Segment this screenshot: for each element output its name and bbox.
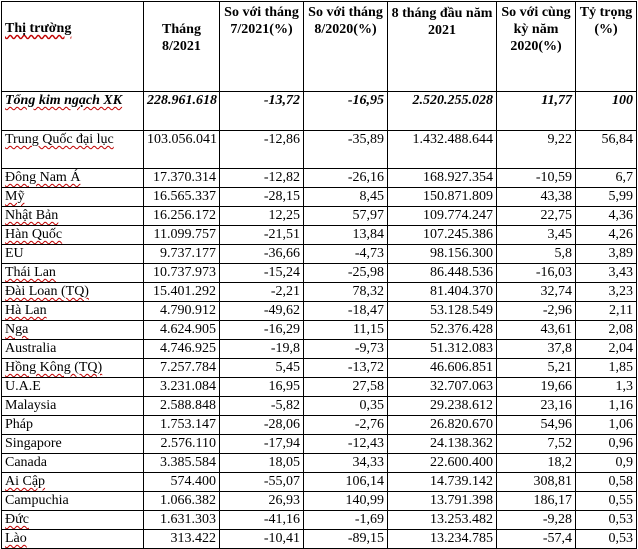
cell-month: 1.631.303 — [144, 511, 220, 530]
table-row — [2, 530, 637, 549]
header-eight-months: 8 tháng đầu năm 2021 — [388, 2, 497, 92]
market-name: Pháp — [5, 417, 33, 432]
cell-share: 5,99 — [576, 188, 637, 207]
table-row — [2, 264, 637, 283]
cell-vs-prev-month: -19,8 — [220, 340, 304, 359]
market-name: Singapore — [5, 436, 62, 451]
cell-vs-same-period: 23,16 — [497, 397, 576, 416]
cell-month: 1.753.147 — [144, 416, 220, 435]
total-month: 228.961.618 — [144, 92, 220, 131]
table-row — [2, 283, 637, 302]
cell-eight-months: 53.128.549 — [388, 302, 497, 321]
cell-vs-prev-month: -36,66 — [220, 245, 304, 264]
cell-vs-prev-month: -10,41 — [220, 530, 304, 549]
cell-vs-prev-month: 12,25 — [220, 207, 304, 226]
cell-vs-same-month: -89,15 — [304, 530, 388, 549]
market-name: Đài Loan (TQ) — [5, 284, 89, 299]
cell-month: 1.066.382 — [144, 492, 220, 511]
cell-vs-prev-month: 18,05 — [220, 454, 304, 473]
cell-vs-same-month: -26,16 — [304, 169, 388, 188]
cell-share: 3,89 — [576, 245, 637, 264]
cell-vs-same-month: -4,73 — [304, 245, 388, 264]
table-row — [2, 245, 637, 264]
market-name: Campuchia — [5, 493, 69, 508]
cell-vs-same-period: 308,81 — [497, 473, 576, 492]
table-row — [2, 340, 637, 359]
market-name: Ai Cập — [5, 474, 46, 489]
header-month: Tháng 8/2021 — [144, 2, 220, 92]
cell-vs-same-period: -16,03 — [497, 264, 576, 283]
cell-eight-months: 1.432.488.644 — [388, 131, 497, 169]
cell-eight-months: 98.156.300 — [388, 245, 497, 264]
cell-eight-months: 26.820.670 — [388, 416, 497, 435]
header-vs-same-period: So với cùng kỳ năm 2020(%) — [497, 2, 576, 92]
table-row — [2, 397, 637, 416]
cell-vs-prev-month: 16,95 — [220, 378, 304, 397]
cell-vs-same-month: -18,47 — [304, 302, 388, 321]
total-row — [2, 92, 637, 131]
cell-month: 16.565.337 — [144, 188, 220, 207]
header-share: Tỷ trọng (%) — [576, 2, 637, 92]
table-row — [2, 226, 637, 245]
market-name: Thái Lan — [5, 265, 56, 280]
cell-vs-same-period: -10,59 — [497, 169, 576, 188]
market-name: U.A.E — [5, 379, 41, 394]
cell-vs-prev-month: -49,62 — [220, 302, 304, 321]
cell-eight-months: 150.871.809 — [388, 188, 497, 207]
cell-month: 15.401.292 — [144, 283, 220, 302]
cell-eight-months: 81.404.370 — [388, 283, 497, 302]
cell-vs-prev-month: -2,21 — [220, 283, 304, 302]
market-name: Đông Nam Á — [5, 170, 81, 185]
cell-eight-months: 32.707.063 — [388, 378, 497, 397]
cell-month: 9.737.177 — [144, 245, 220, 264]
table-row — [2, 188, 637, 207]
cell-vs-prev-month: -15,24 — [220, 264, 304, 283]
cell-share: 0,55 — [576, 492, 637, 511]
cell-month: 10.737.973 — [144, 264, 220, 283]
market-name: Canada — [5, 455, 47, 470]
cell-share: 0,53 — [576, 530, 637, 549]
cell-vs-same-month: 0,35 — [304, 397, 388, 416]
cell-month: 7.257.784 — [144, 359, 220, 378]
cell-month: 4.624.905 — [144, 321, 220, 340]
cell-month: 103.056.041 — [144, 131, 220, 169]
cell-vs-same-period: 32,74 — [497, 283, 576, 302]
cell-eight-months: 24.138.362 — [388, 435, 497, 454]
header-row — [2, 2, 637, 92]
market-name: Nga — [5, 322, 29, 337]
cell-vs-same-month: 106,14 — [304, 473, 388, 492]
cell-vs-prev-month: -21,51 — [220, 226, 304, 245]
market-name: Mỹ — [5, 189, 25, 204]
cell-month: 3.385.584 — [144, 454, 220, 473]
table-row — [2, 169, 637, 188]
total-vs-same-month: -16,95 — [304, 92, 388, 131]
cell-month: 2.588.848 — [144, 397, 220, 416]
cell-vs-same-month: 13,84 — [304, 226, 388, 245]
cell-vs-prev-month: -41,16 — [220, 511, 304, 530]
cell-share: 0,53 — [576, 511, 637, 530]
total-vs-same-period: 11,77 — [497, 92, 576, 131]
market-name: Đức — [5, 512, 29, 527]
cell-eight-months: 52.376.428 — [388, 321, 497, 340]
cell-vs-same-month: 57,97 — [304, 207, 388, 226]
cell-eight-months: 13.253.482 — [388, 511, 497, 530]
cell-vs-same-period: 9,22 — [497, 131, 576, 169]
cell-vs-same-month: 11,15 — [304, 321, 388, 340]
cell-eight-months: 86.448.536 — [388, 264, 497, 283]
cell-vs-same-period: 43,38 — [497, 188, 576, 207]
cell-eight-months: 107.245.386 — [388, 226, 497, 245]
cell-vs-same-period: -9,28 — [497, 511, 576, 530]
cell-vs-prev-month: -12,82 — [220, 169, 304, 188]
cell-share: 2,08 — [576, 321, 637, 340]
header-vs-prev-month: So với tháng 7/2021(%) — [220, 2, 304, 92]
market-name: Hồng Kông (TQ) — [5, 360, 103, 375]
cell-eight-months: 168.927.354 — [388, 169, 497, 188]
cell-vs-same-month: -35,89 — [304, 131, 388, 169]
table-row — [2, 473, 637, 492]
cell-share: 3,23 — [576, 283, 637, 302]
cell-vs-same-period: 19,66 — [497, 378, 576, 397]
table-row — [2, 207, 637, 226]
market-name: Australia — [5, 341, 57, 356]
cell-vs-same-period: 3,45 — [497, 226, 576, 245]
cell-eight-months: 14.739.142 — [388, 473, 497, 492]
cell-share: 4,26 — [576, 226, 637, 245]
cell-share: 6,7 — [576, 169, 637, 188]
cell-vs-prev-month: -28,15 — [220, 188, 304, 207]
cell-vs-prev-month: -55,07 — [220, 473, 304, 492]
cell-vs-same-month: -2,76 — [304, 416, 388, 435]
export-markets-table — [1, 1, 637, 549]
cell-share: 4,36 — [576, 207, 637, 226]
table-row — [2, 454, 637, 473]
cell-month: 3.231.084 — [144, 378, 220, 397]
cell-vs-prev-month: -17,94 — [220, 435, 304, 454]
total-eight-months: 2.520.255.028 — [388, 92, 497, 131]
cell-vs-same-month: 34,33 — [304, 454, 388, 473]
cell-eight-months: 109.774.247 — [388, 207, 497, 226]
cell-eight-months: 13.791.398 — [388, 492, 497, 511]
cell-eight-months: 46.606.851 — [388, 359, 497, 378]
cell-month: 4.790.912 — [144, 302, 220, 321]
cell-eight-months: 22.600.400 — [388, 454, 497, 473]
table-row — [2, 511, 637, 530]
table-row — [2, 359, 637, 378]
cell-vs-same-period: 7,52 — [497, 435, 576, 454]
table-row — [2, 378, 637, 397]
table-row — [2, 321, 637, 340]
cell-vs-same-month: -25,98 — [304, 264, 388, 283]
total-name: Tổng kim ngạch XK — [5, 93, 123, 108]
cell-vs-same-period: 5,21 — [497, 359, 576, 378]
cell-vs-same-period: 22,75 — [497, 207, 576, 226]
total-vs-prev-month: -13,72 — [220, 92, 304, 131]
header-market: Thị trường — [2, 2, 144, 92]
cell-vs-same-period: 186,17 — [497, 492, 576, 511]
cell-vs-same-month: -12,43 — [304, 435, 388, 454]
cell-vs-same-month: 140,99 — [304, 492, 388, 511]
cell-vs-same-month: 78,32 — [304, 283, 388, 302]
cell-vs-same-month: 27,58 — [304, 378, 388, 397]
market-name: Nhật Bản — [5, 208, 59, 223]
cell-share: 2,11 — [576, 302, 637, 321]
cell-month: 4.746.925 — [144, 340, 220, 359]
cell-vs-same-period: -2,96 — [497, 302, 576, 321]
market-name: EU — [5, 246, 24, 261]
cell-share: 1,85 — [576, 359, 637, 378]
cell-eight-months: 29.238.612 — [388, 397, 497, 416]
cell-vs-same-period: 43,61 — [497, 321, 576, 340]
cell-vs-prev-month: -5,82 — [220, 397, 304, 416]
cell-vs-same-period: 54,96 — [497, 416, 576, 435]
header-vs-same-month: So với tháng 8/2020(%) — [304, 2, 388, 92]
table-row — [2, 302, 637, 321]
cell-month: 11.099.757 — [144, 226, 220, 245]
cell-vs-prev-month: -28,06 — [220, 416, 304, 435]
cell-eight-months: 51.312.083 — [388, 340, 497, 359]
cell-vs-prev-month: 5,45 — [220, 359, 304, 378]
cell-vs-same-month: 8,45 — [304, 188, 388, 207]
cell-share: 1,06 — [576, 416, 637, 435]
table-row — [2, 416, 637, 435]
market-name: Hàn Quốc — [5, 227, 63, 242]
cell-vs-same-month: -1,69 — [304, 511, 388, 530]
cell-share: 1,16 — [576, 397, 637, 416]
cell-vs-same-period: -57,4 — [497, 530, 576, 549]
cell-share: 56,84 — [576, 131, 637, 169]
cell-month: 16.256.172 — [144, 207, 220, 226]
cell-vs-same-month: -13,72 — [304, 359, 388, 378]
table-row — [2, 131, 637, 169]
cell-share: 3,43 — [576, 264, 637, 283]
cell-vs-prev-month: -16,29 — [220, 321, 304, 340]
cell-vs-prev-month: -12,86 — [220, 131, 304, 169]
cell-month: 17.370.314 — [144, 169, 220, 188]
market-name: Malaysia — [5, 398, 57, 413]
cell-month: 574.400 — [144, 473, 220, 492]
cell-share: 2,04 — [576, 340, 637, 359]
cell-vs-same-period: 18,2 — [497, 454, 576, 473]
cell-share: 0,9 — [576, 454, 637, 473]
cell-month: 313.422 — [144, 530, 220, 549]
cell-vs-same-period: 5,8 — [497, 245, 576, 264]
total-share: 100 — [576, 92, 637, 131]
table-row — [2, 435, 637, 454]
cell-vs-prev-month: 26,93 — [220, 492, 304, 511]
cell-share: 0,96 — [576, 435, 637, 454]
cell-vs-same-month: -9,73 — [304, 340, 388, 359]
cell-vs-same-period: 37,8 — [497, 340, 576, 359]
market-name: Lào — [5, 531, 27, 546]
table-row — [2, 492, 637, 511]
cell-month: 2.576.110 — [144, 435, 220, 454]
cell-share: 1,3 — [576, 378, 637, 397]
cell-share: 0,58 — [576, 473, 637, 492]
market-name: Trung Quốc đại lục — [5, 132, 114, 147]
cell-eight-months: 13.234.785 — [388, 530, 497, 549]
market-name: Hà Lan — [5, 303, 47, 318]
